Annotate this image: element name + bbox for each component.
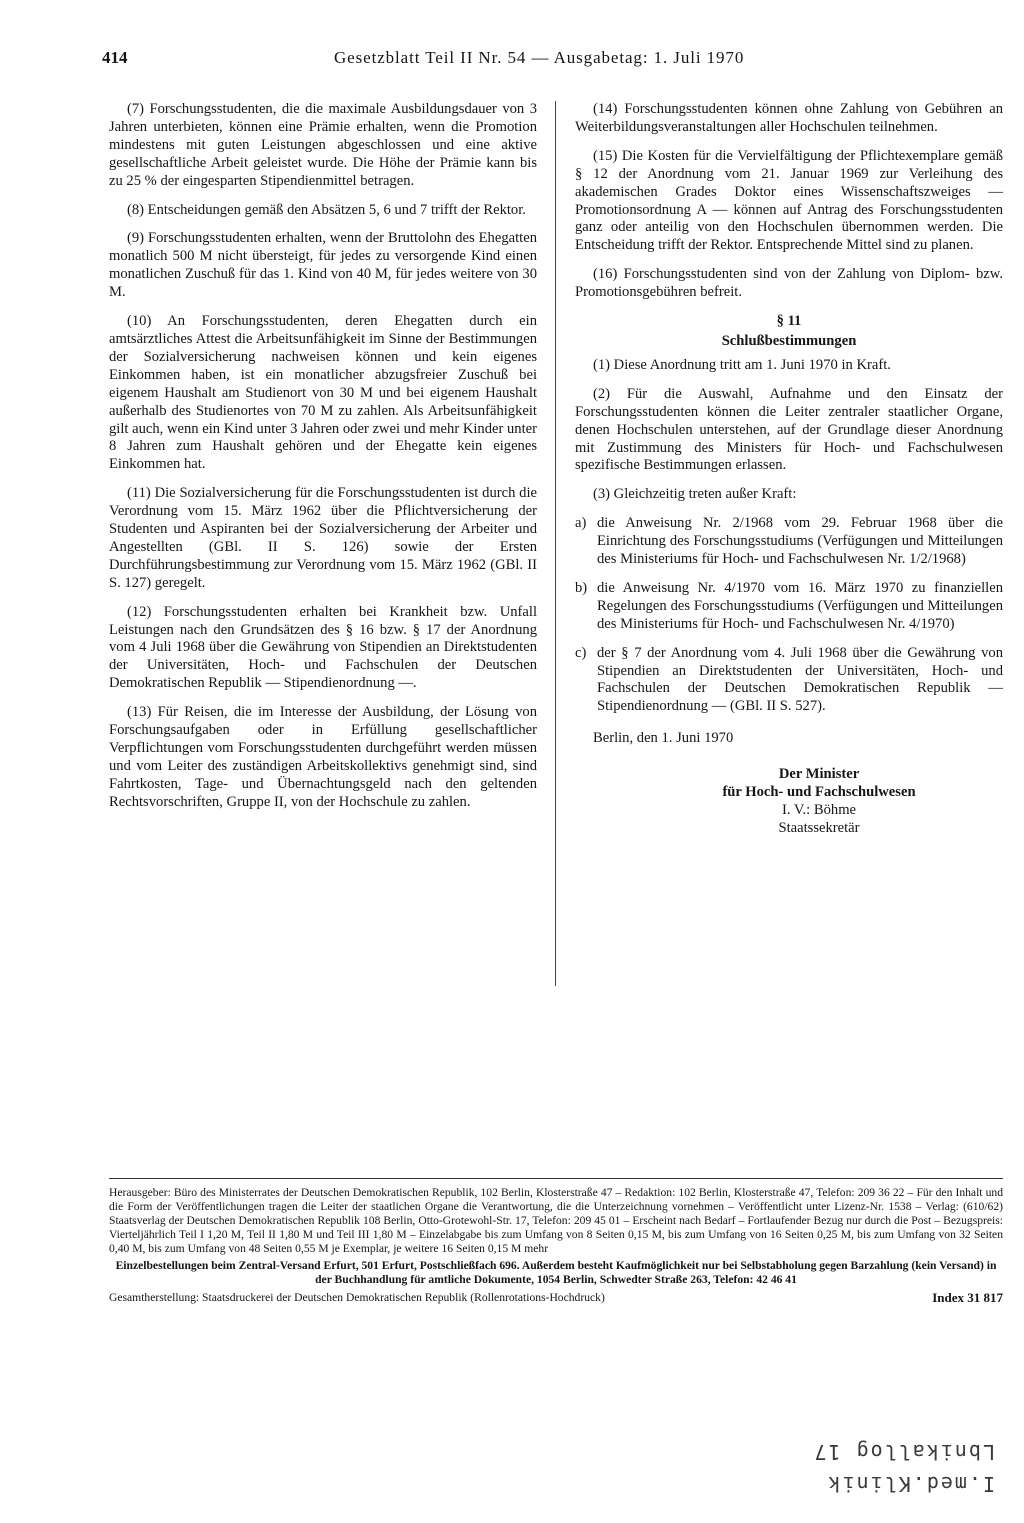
signatory-title: Der Minister	[778, 766, 860, 783]
imprint-footer	[109, 1186, 1003, 1305]
footer-rule	[109, 1178, 1003, 1179]
imprint-text: Herausgeber: Büro des Ministerrates der Deutschen Demokratischen Republik, 102 Berlin, Klosterstraße 47 – Redaktion: 102 Berlin, Klosterstraße 47, Telefon: 209 36 22 – Für den Inhalt und die Form der Veröffentlichungen tragen die Leiter der staatlichen Organe die Verantwortung, die die Unterzeichnung vornehmen – Veröffentlicht unter Lizenz-Nr. 1538 – Verlag: (610/62) Staatsverlag der Deutschen Demokratischen Republik 108 Berlin, Otto-Grotewohl-Str. 17, Telefon: 209 45 01 – Erscheint nach Bedarf – Fortlaufender Bezug nur durch die Post – Bezugspreis: Vierteljährlich Teil I 1,20 M, Teil II 1,80 M und Teil III 1,80 M – Einzelabgabe bis zum Umfang von 8 Seiten 0,15 M, bis zum Umfang von 16 Seiten 0,25 M, bis zum Umfang von 32 Seiten 0,40 M, bis zum Umfang von 48 Seiten 0,55 M je Exemplar, je weitere 16 Seiten 0,15 M mehr	[109, 1186, 1003, 1255]
paragraph-13: (13) Für Reisen, die im Interesse der Ausbildung, der Lösung von Forschungsaufgaben oder in Erfüllung gesellschaftlicher Verpflichtungen vom Forschungsstudenten durchgeführt werden müssen und vom Leiter des zuständigen Arbeitskollektivs genehmigt sind, sind Fahrtkosten, Tage- und Übernachtungsgeld nach den geltenden Rechtsvorschriften, Gruppe II, von der Hochschule zu zahlen.	[109, 704, 537, 810]
paragraph-8: (8) Entscheidungen gemäß den Absätzen 5, 6 und 7 trifft der Rektor.	[127, 201, 526, 218]
running-title: Gesetzblatt Teil II Nr. 54 — Ausgabetag: 1. Juli 1970	[334, 48, 745, 67]
library-stamp	[745, 1438, 995, 1510]
page-header	[102, 48, 1002, 74]
paragraph-10: (10) An Forschungsstudenten, deren Ehegatten durch ein amtsärztliches Attest die Arbeitsunfähigkeit im Sinne der Bestimmungen der Sozialversicherung nachweisen können und kein eigenes Einkommen haben, ist ein monatlicher abzugsfreier Zuschuß bei eigenem Haushalt am Studienort von 30 M und bei eigenem Haushalt außerhalb des Studienortes von 70 M zu zahlen. Als Arbeitsunfähigkeit gilt auch, wenn ein Kind unter 3 Jahren oder zwei und mehr Kinder unter 8 Jahren zum Haushalt gehören und der Ehegatte kein eigenes Einkommen hat.	[109, 313, 537, 473]
list-item-text: der § 7 der Anordnung vom 4. Juli 1968 über die Gewährung von Stipendien an Direktstudenten der Universitäten, Hoch- und Fachschulen der Deutschen Demokratischen Republik — Stipendienordnung — (GBl. II S. 527).	[597, 644, 1003, 715]
printer-info: Gesamtherstellung: Staatsdruckerei der Deutschen Demokratischen Republik (Rollenrotations-Hochdruck)	[109, 1291, 605, 1304]
paragraph-7: (7) Forschungsstudenten, die die maximale Ausbildungsdauer von 3 Jahren unterbieten, können eine Prämie erhalten, wenn die Promotion mindestens mit guten Leistungen abgeschlossen und eine aktive gesellschaftliche Arbeit geleistet wurde. Die Höhe der Prämie kann bis zu 25 % der eingesparten Stipendienmittel betragen.	[109, 101, 537, 189]
paragraph-14: (14) Forschungsstudenten können ohne Zahlung von Gebühren an Weiterbildungsveranstaltungen aller Hochschulen teilnehmen.	[575, 101, 1003, 135]
paragraph-16: (16) Forschungsstudenten sind von der Zahlung von Diplom- bzw. Promotionsgebühren befreit.	[575, 266, 1003, 301]
signatory-ministry: für Hoch- und Fachschulwesen	[722, 784, 916, 801]
list-item-text: die Anweisung Nr. 2/1968 vom 29. Februar 1968 über die Einrichtung des Forschungsstudiums (Verfügungen und Mitteilungen des Ministeriums für Hoch- und Fachschulwesen Nr. 1/2/1968)	[597, 515, 1003, 568]
paragraph-15: (15) Die Kosten für die Vervielfältigung der Pflichtexemplare gemäß § 12 der Anordnung vom 21. Januar 1969 zur Verleihung des akademischen Grades Doktor eines Wissenschaftszweiges — Promotionsordnung A — können auf Antrag des Forschungsstudenten ganz oder anteilig von den Hochschulen übernommen werden. Die Entscheidung trifft der Rektor. Entsprechende Mittel sind zu planen.	[575, 147, 1003, 254]
list-marker: b)	[575, 579, 588, 596]
list-item-b	[575, 580, 1003, 634]
footer-last-line	[109, 1291, 1003, 1305]
place-and-date: Berlin, den 1. Juni 1970	[593, 730, 734, 747]
index-number: Index 31 817	[932, 1290, 1003, 1305]
final-paragraph-1: (1) Diese Anordnung tritt am 1. Juni 1970 in Kraft.	[593, 356, 891, 373]
paragraph-9: (9) Forschungsstudenten erhalten, wenn der Bruttolohn des Ehegatten monatlich 500 M nicht übersteigt, für jedes zu versorgende Kind einen monatlichen Zuschuß für das 1. Kind von 40 M, für jedes weitere von 30 M.	[109, 230, 537, 301]
signature-block	[635, 766, 1003, 838]
paragraph-12: (12) Forschungsstudenten erhalten bei Krankheit bzw. Unfall Leistungen nach den Grundsätzen des § 16 bzw. § 17 der Anordnung vom 4 Juli 1968 über die Gewährung von Stipendien an Direktstudenten der Universitäten, Hoch- und Fachschulen der Deutschen Demokratischen Republik — Stipendienordnung —.	[109, 603, 537, 692]
final-paragraph-3: (3) Gleichzeitig treten außer Kraft:	[593, 486, 797, 503]
paragraph-11: (11) Die Sozialversicherung für die Forschungsstudenten ist durch die Verordnung vom 15. März 1962 über die Pflichtversicherung der Studenten und Aspiranten bei der Sozialversicherung der Arbeiter und Angestellten (GBl. II S. 126) sowie der Ersten Durchführungsbestimmung zur Verordnung vom 15. März 1962 (GBl. II S. 127) geregelt.	[109, 485, 537, 591]
signatory-role: Staatssekretär	[778, 819, 860, 836]
left-column	[109, 101, 537, 823]
right-column	[575, 101, 1003, 838]
page-number: 414	[102, 48, 128, 67]
stamp-line: Lbnikallog 17	[812, 1440, 995, 1464]
order-info: Einzelbestellungen beim Zentral-Versand Erfurt, 501 Erfurt, Postschließfach 696. Außerdem besteht Kaufmöglichkeit nur bei Selbstabholung gegen Barzahlung (kein Versand) in der Buchhandlung für amtliche Dokumente, 1054 Berlin, Schwedter Straße 263, Telefon: 42 46 41	[115, 1259, 997, 1286]
list-item-c	[575, 645, 1003, 717]
signatory-name: I. V.: Böhme	[781, 802, 857, 818]
list-item-a	[575, 515, 1003, 569]
list-item-text: die Anweisung Nr. 4/1970 vom 16. März 1970 zu finanziellen Regelungen des Forschungsstudiums (Verfügungen und Mitteilungen des Ministeriums für Hoch- und Fachschulwesen Nr. 4/1970)	[597, 579, 1003, 632]
section-number: § 11	[776, 313, 802, 330]
stamp-line: I.med.Klinik	[826, 1472, 995, 1496]
column-divider	[555, 101, 556, 986]
list-marker: a)	[575, 515, 587, 532]
list-marker: c)	[575, 644, 587, 661]
section-title: Schlußbestimmungen	[721, 332, 857, 349]
final-paragraph-2: (2) Für die Auswahl, Aufnahme und den Einsatz der Forschungsstudenten können die Leiter zentraler staatlicher Organe, denen Hochschulen unterstehen, auf der Grundlage dieser Anordnung mit Zustimmung des Ministers für Hoch- und Fachschulwesen spezifische Bestimmungen erlassen.	[575, 385, 1003, 474]
